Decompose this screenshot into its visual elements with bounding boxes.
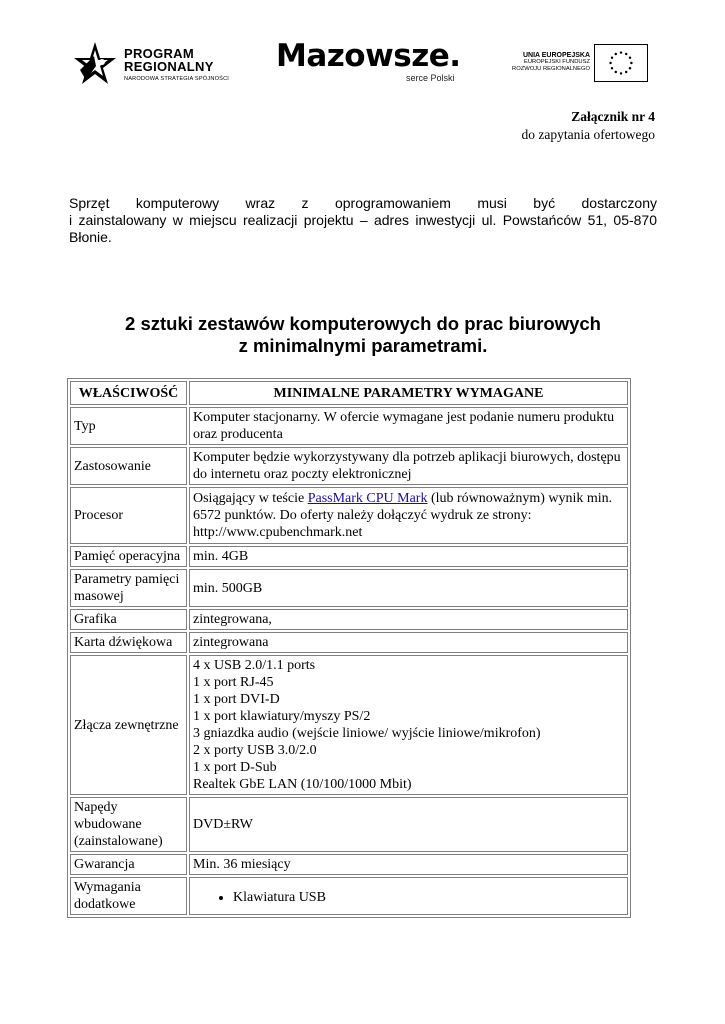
- table-row: [70, 797, 628, 852]
- table-row: [70, 569, 628, 607]
- eu-text: UNIA EUROPEJSKA EUROPEJSKI FUNDUSZ ROZWOJU REGIONALNEGO: [512, 52, 590, 72]
- table-row: [70, 854, 628, 875]
- table-row: [70, 609, 628, 630]
- row-label: Grafika: [70, 609, 187, 630]
- table-header-row: [70, 381, 628, 405]
- row-label: Pamięć operacyjna: [70, 546, 187, 567]
- star-logo-icon: [72, 40, 118, 88]
- requirements-list: [193, 889, 624, 906]
- row-label: Złącza zewnętrzne: [70, 655, 187, 795]
- table-row: [70, 407, 628, 445]
- row-value: min. 500GB: [189, 569, 628, 607]
- row-label: Zastosowanie: [70, 447, 187, 485]
- connector-item: 1 x port RJ-45: [193, 675, 274, 690]
- row-value: min. 4GB: [189, 546, 628, 567]
- connector-item: 1 x port DVI-D: [193, 692, 280, 707]
- table-row: [70, 655, 628, 795]
- table-row: [70, 546, 628, 567]
- table-row: [70, 877, 628, 915]
- row-label: Karta dźwiękowa: [70, 632, 187, 653]
- row-label: Typ: [70, 407, 187, 445]
- connector-item: Realtek GbE LAN (10/100/1000 Mbit): [193, 777, 412, 792]
- row-value: zintegrowana: [189, 632, 628, 653]
- page-title: 2 sztuki zestawów komputerowych do prac biurowych z minimalnymi parametrami.: [125, 313, 601, 356]
- attachment-label: [522, 108, 655, 144]
- row-value: [189, 877, 628, 915]
- intro-paragraph: [69, 195, 657, 246]
- connector-item: 2 x porty USB 3.0/2.0: [193, 743, 317, 758]
- mazowsze-wordmark: Mazowsze.: [276, 38, 461, 74]
- intro-line-1: Sprzęt komputerowy wraz z oprogramowaniem musi być dostarczony: [69, 195, 657, 211]
- logo-header: [0, 40, 725, 90]
- row-value: Min. 36 miesiący: [189, 854, 628, 875]
- value-text: Osiągający w teście: [193, 491, 308, 506]
- header-property: WŁAŚCIWOŚĆ: [70, 381, 187, 405]
- connector-item: 3 gniazdka audio (wejście liniowe/ wyjście liniowe/mikrofon): [193, 726, 541, 741]
- connector-item: 1 x port D-Sub: [193, 760, 277, 775]
- row-value: Komputer stacjonarny. W ofercie wymagane jest podanie numeru produktu oraz producenta: [189, 407, 628, 445]
- table-row: [70, 447, 628, 485]
- list-item: • Klawiatura USB: [233, 889, 624, 906]
- passmark-link[interactable]: PassMark CPU Mark: [307, 491, 428, 506]
- row-label: Wymagania dodatkowe: [70, 877, 187, 915]
- attachment-number: Załącznik nr 4: [571, 109, 655, 124]
- eu-logo: [480, 44, 652, 84]
- program-title: PROGRAM REGIONALNY: [124, 46, 214, 74]
- attachment-subtitle: do zapytania ofertowego: [521, 127, 655, 142]
- connector-item: 4 x USB 2.0/1.1 ports: [193, 658, 316, 673]
- program-regionalny-logo: [72, 40, 262, 88]
- row-value: Komputer będzie wykorzystywany dla potrzeb aplikacji biurowych, dostępu do internetu oraz poczty elektronicznej: [189, 447, 628, 485]
- header-parameters: MINIMALNE PARAMETRY WYMAGANE: [189, 381, 628, 405]
- program-subtitle: NARODOWA STRATEGIA SPÓJNOŚCI: [124, 76, 230, 82]
- connector-item: 1 x port klawiatury/myszy PS/2: [193, 709, 371, 724]
- row-label: Procesor: [70, 487, 187, 544]
- table-row: [70, 632, 628, 653]
- row-label: Napędy wbudowane (zainstalowane): [70, 797, 187, 852]
- row-value: [189, 655, 628, 795]
- row-value: [189, 487, 628, 544]
- value-text: (lub równoważnym) wynik min. 6572 punktów. Do oferty należy dołączyć wydruk ze strony: http://www.cpubenchmark.net: [193, 491, 613, 540]
- row-label: Parametry pamięci masowej: [70, 569, 187, 607]
- mazowsze-logo: [276, 38, 466, 88]
- intro-line-2: i zainstalowany w miejscu realizacji projektu – adres inwestycji ul. Powstańców 51, 05-870 Błonie.: [69, 212, 657, 245]
- row-label: Gwarancja: [70, 854, 187, 875]
- mazowsze-tagline: serce Polski: [406, 73, 455, 83]
- row-value: zintegrowana,: [189, 609, 628, 630]
- table-row: [70, 487, 628, 544]
- row-value: DVD±RW: [189, 797, 628, 852]
- eu-flag-icon: [594, 44, 648, 82]
- spec-table: [67, 378, 631, 918]
